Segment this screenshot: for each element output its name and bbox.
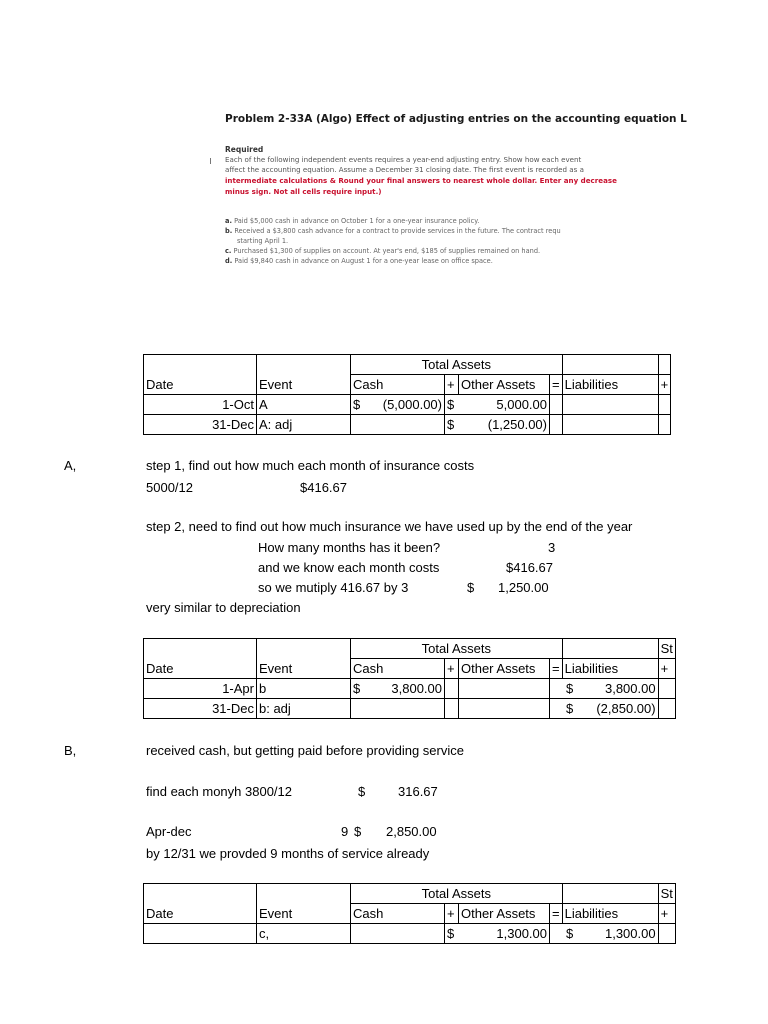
header-other-assets: Other Assets [459,904,550,924]
months-value: 3 [548,540,556,555]
header-date: Date [144,375,257,395]
header-liabilities: Liabilities [562,375,658,395]
question-months: How many months has it been? [258,540,441,555]
divider-tick [210,158,211,164]
table-row [144,924,676,944]
cell-event: A: adj [257,415,351,435]
table-row [144,415,671,435]
cell-liabilities: $ 1,300.00 [550,924,659,944]
calc-monthly-value: 316.67 [398,784,438,799]
calc-1-label: 5000/12 [146,480,193,495]
header-equals: = [550,904,563,924]
header-cash: Cash [351,375,445,395]
section-a-label: A, [64,458,77,473]
header-liabilities: Liabilities [562,904,658,924]
header-cash: Cash [351,659,445,679]
section-b-label: B, [64,743,77,758]
range-value: 2,850.00 [386,824,437,839]
header-equals: = [550,659,563,679]
step-1-text: step 1, find out how much each month of insurance costs [146,458,475,473]
required-label: Required [225,145,264,154]
monthly-cost-value: $416.67 [506,560,553,575]
header-equals: = [550,375,563,395]
cell-liabilities [562,415,658,435]
table-row [144,395,671,415]
header-plus: + [445,904,459,924]
cell-other-assets: $ (1,250.00) [445,415,550,435]
cell-cash [351,699,445,719]
received-cash-text: received cash, but getting paid before providing service [146,743,464,758]
problem-title: Problem 2-33A (Algo) Effect of adjusting entries on the accounting equation L [225,113,687,125]
header-date: Date [144,904,257,924]
range-months: 9 [341,824,349,839]
total-assets-header: Total Assets [351,355,563,375]
header-cash: Cash [351,904,445,924]
header-event: Event [257,375,351,395]
note-depreciation: very similar to depreciation [146,600,301,615]
equation-table-c [143,883,676,944]
problem-item: c. Purchased $1,300 of supplies on account. At year's end, $185 of supplies remained on hand. [225,247,541,255]
header-plus: + [658,375,671,395]
cell-event: A [257,395,351,415]
header-plus: + [445,659,459,679]
cell-cash: $ (5,000.00) [351,395,445,415]
problem-statement [225,108,695,278]
problem-item: d. Paid $9,840 cash in advance on August 1 for a one-year lease on office space. [225,257,493,265]
cell-date: 1-Apr [144,679,257,699]
total-assets-header: Total Assets [351,639,563,659]
header-plus: + [445,375,459,395]
header-liabilities: Liabilities [562,659,658,679]
header-event: Event [257,659,351,679]
question-monthly-cost: and we know each month costs [258,560,440,575]
step-2-text: step 2, need to find out how much insurance we have used up by the end of the year [146,519,633,534]
cell-event: b [257,679,351,699]
calc-monthly-dollar: $ [358,784,366,799]
instruction-line-red: intermediate calculations & Round your final answers to nearest whole dollar. Enter any decrease [225,176,617,185]
cell-other-assets [459,679,550,699]
multiply-value: 1,250.00 [498,580,549,595]
cell-date [144,924,257,944]
multiply-text: so we mutiply 416.67 by 3 [258,580,409,595]
total-assets-header: Total Assets [351,884,563,904]
cell-liabilities: $ 3,800.00 [550,679,659,699]
cell-date: 31-Dec [144,699,257,719]
equation-table-b [143,638,676,719]
equation-table-a [143,354,671,435]
table-row [144,699,676,719]
instruction-line: Each of the following independent events requires a year-end adjusting entry. Show how each event [225,155,582,164]
problem-item: b. Received a $3,800 cash advance for a contract to provide services in the future. The contract requ [225,227,561,235]
cell-other-assets: $ 5,000.00 [445,395,550,415]
header-event: Event [257,904,351,924]
problem-item-continuation: starting April 1. [237,237,289,245]
header-plus: + [658,904,675,924]
header-plus: + [658,659,675,679]
cell-date: 1-Oct [144,395,257,415]
cell-cash: $ 3,800.00 [351,679,445,699]
problem-item: a. Paid $5,000 cash in advance on October 1 for a one-year insurance policy. [225,217,480,225]
cell-cash [351,415,445,435]
range-dollar: $ [354,824,362,839]
header-other-assets: Other Assets [459,659,550,679]
cell-event: c, [257,924,351,944]
table-row [144,679,676,699]
service-note: by 12/31 we provded 9 months of service already [146,846,430,861]
cell-event: b: adj [257,699,351,719]
range-label: Apr-dec [146,824,192,839]
header-other-assets: Other Assets [459,375,550,395]
cell-date: 31-Dec [144,415,257,435]
header-date: Date [144,659,257,679]
truncated-header: St [658,884,675,904]
calc-1-value: $416.67 [300,480,347,495]
multiply-dollar: $ [467,580,475,595]
cell-other-assets [459,699,550,719]
cell-liabilities [562,395,658,415]
cell-cash [351,924,445,944]
instruction-line: affect the accounting equation. Assume a December 31 closing date. The first event is recorded as a [225,165,584,174]
calc-monthly-label: find each monyh 3800/12 [146,784,292,799]
cell-liabilities: $ (2,850.00) [550,699,659,719]
truncated-header: St [658,639,675,659]
cell-other-assets: $ 1,300.00 [445,924,550,944]
instruction-line-red: minus sign. Not all cells require input.) [225,187,382,196]
